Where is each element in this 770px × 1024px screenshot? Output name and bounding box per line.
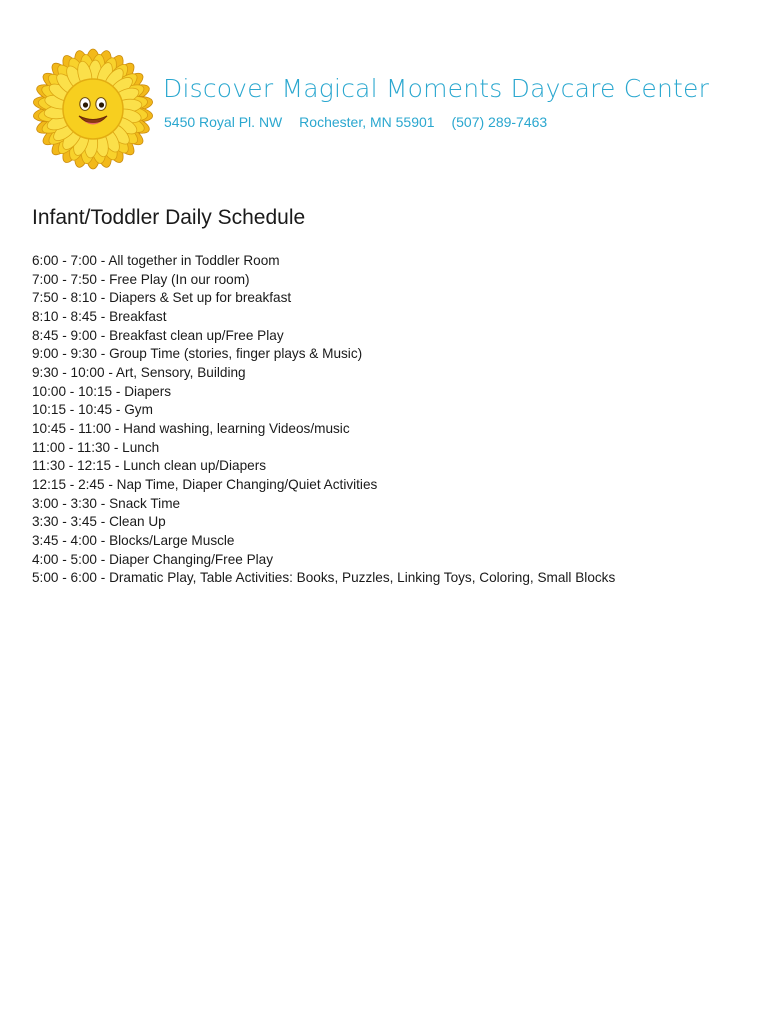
schedule-item: 3:00 - 3:30 - Snack Time [32, 495, 181, 511]
schedule-item: 3:45 - 4:00 - Blocks/Large Muscle [32, 532, 235, 548]
schedule-item: 6:00 - 7:00 - All together in Toddler Room [32, 253, 280, 268]
left-pupil [83, 102, 88, 107]
schedule-item: 11:00 - 11:30 - Lunch [32, 439, 160, 455]
schedule-item: 9:00 - 9:30 - Group Time (stories, finger plays & Music) [32, 346, 363, 362]
schedule-item: 10:15 - 10:45 - Gym [32, 402, 153, 418]
schedule-list [32, 252, 615, 588]
center-name: Discover Magical Moments Daycare Center [163, 74, 710, 103]
schedule-item: 4:00 - 5:00 - Diaper Changing/Free Play [32, 551, 274, 567]
schedule-item: 9:30 - 10:00 - Art, Sensory, Building [32, 364, 246, 380]
phone-number: (507) 289-7463 [451, 114, 548, 130]
right-pupil [99, 102, 104, 107]
schedule-item: 10:00 - 10:15 - Diapers [32, 383, 172, 399]
address: 5450 Royal Pl. NW [164, 114, 283, 130]
schedule-item: 7:50 - 8:10 - Diapers & Set up for breakfast [32, 290, 292, 306]
schedule-item: 11:30 - 12:15 - Lunch clean up/Diapers [32, 458, 267, 474]
schedule-item: 8:45 - 9:00 - Breakfast clean up/Free Play [32, 327, 284, 343]
schedule-item: 12:15 - 2:45 - Nap Time, Diaper Changing/Quiet Activities [32, 476, 378, 492]
schedule-item: 5:00 - 6:00 - Dramatic Play, Table Activities: Books, Puzzles, Linking Toys, Coloring, Small Blocks [32, 570, 616, 586]
schedule-item: 3:30 - 3:45 - Clean Up [32, 514, 166, 530]
schedule-item: 7:00 - 7:50 - Free Play (In our room) [32, 271, 250, 287]
schedule-item: 10:45 - 11:00 - Hand washing, learning Videos/music [32, 420, 350, 436]
smiling-sunflower-icon [30, 46, 156, 172]
contact-line [164, 114, 560, 130]
schedule-item: 8:10 - 8:45 - Breakfast [32, 308, 167, 324]
schedule-title: Infant/Toddler Daily Schedule [32, 206, 306, 229]
city-state-zip: Rochester, MN 55901 [299, 114, 435, 130]
